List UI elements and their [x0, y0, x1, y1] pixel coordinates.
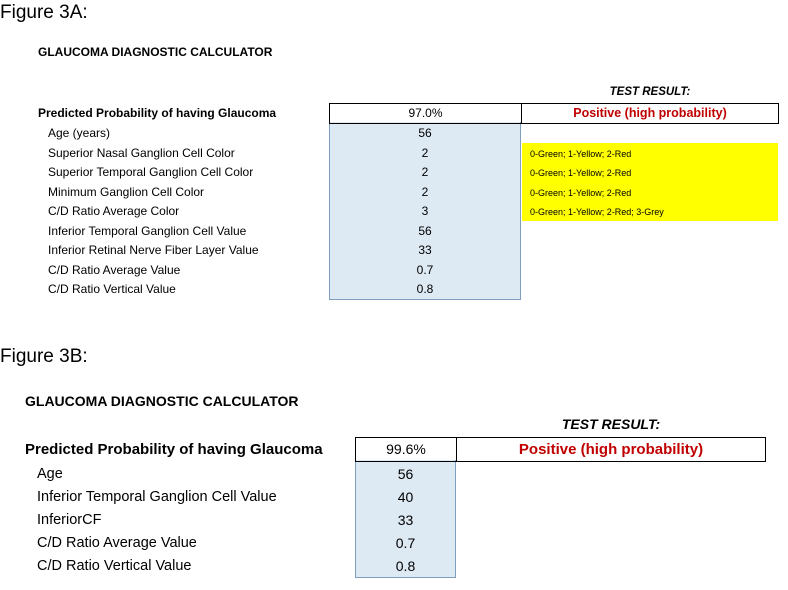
figure-3a-result-value: Positive (high probability) [573, 106, 727, 120]
figure-3a-prediction-label: Predicted Probability of having Glaucoma [38, 106, 277, 120]
figure-3a-result-box [521, 103, 779, 124]
figure-3b-row-value[interactable]: 33 [397, 512, 414, 528]
figure-3b-row-value[interactable]: 0.7 [395, 535, 416, 551]
figure-3a-row-value[interactable]: 2 [421, 185, 429, 199]
figure-3a-row-hint: 0-Green; 1-Yellow; 2-Red [530, 149, 632, 159]
figure-3a-row-label: Inferior Temporal Ganglion Cell Value [48, 224, 247, 238]
figure-3a-row-value[interactable]: 0.7 [416, 263, 434, 277]
figure-3a-row-value[interactable]: 0.8 [416, 282, 434, 296]
figure-3a-row-value[interactable]: 33 [418, 243, 432, 257]
figure-3b-row-label: Inferior Temporal Ganglion Cell Value [37, 489, 277, 505]
figure-3b-row-value[interactable]: 40 [397, 489, 414, 505]
figure-3a-row-label: C/D Ratio Average Color [48, 204, 180, 218]
figure-3a-probability-value: 97.0% [408, 106, 443, 120]
figure-3b-row-label: C/D Ratio Average Value [37, 535, 197, 551]
figure-3b-calculator-title: GLAUCOMA DIAGNOSTIC CALCULATOR [25, 393, 299, 409]
figure-3b-probability-value: 99.6% [386, 441, 426, 457]
figure-3a-row-label: Minimum Ganglion Cell Color [48, 185, 205, 199]
figure-3a-row-label: Age (years) [48, 126, 111, 140]
figure-3b-result-value: Positive (high probability) [518, 441, 704, 458]
figure-3a-row-value[interactable]: 2 [421, 146, 429, 160]
figure-3b-row-label: Age [37, 466, 63, 482]
figure-3a-row-label: Superior Temporal Ganglion Cell Color [48, 165, 254, 179]
figure-3a-row-value[interactable]: 56 [418, 126, 432, 140]
figure-3b-row-label: InferiorCF [37, 512, 102, 528]
figure-3b-test-result-header: TEST RESULT: [561, 416, 661, 432]
figure-3a-row-value[interactable]: 56 [418, 224, 432, 238]
figure-3b-result-box [456, 437, 766, 462]
figure-3b-probability-box [355, 437, 457, 462]
figure-3a-label: Figure 3A: [0, 2, 88, 23]
figure-3a-row-value[interactable]: 2 [421, 165, 429, 179]
figure-3b-label: Figure 3B: [0, 346, 88, 367]
figure-3b-row-value[interactable]: 56 [397, 466, 414, 482]
figure-3a-row-hint: 0-Green; 1-Yellow; 2-Red; 3-Grey [530, 207, 664, 217]
figure-3a-test-result-header: TEST RESULT: [609, 86, 691, 98]
figure-3a-row-label: C/D Ratio Vertical Value [48, 282, 176, 296]
figure-3a-row-value[interactable]: 3 [421, 204, 429, 218]
figure-3a-row-label: C/D Ratio Average Value [48, 263, 181, 277]
figure-3a-calculator-title: GLAUCOMA DIAGNOSTIC CALCULATOR [38, 45, 273, 59]
figure-3b-row-value[interactable]: 0.8 [395, 558, 416, 574]
figure-3a-row-hint: 0-Green; 1-Yellow; 2-Red [530, 168, 632, 178]
figure-3b-prediction-label: Predicted Probability of having Glaucoma [25, 441, 323, 458]
figure-3a-probability-box [329, 103, 522, 124]
figure-3a-row-hint: 0-Green; 1-Yellow; 2-Red [530, 188, 632, 198]
figure-3b-row-label: C/D Ratio Vertical Value [37, 558, 192, 574]
figure-3a-row-label: Superior Nasal Ganglion Cell Color [48, 146, 235, 160]
figure-3a-row-label: Inferior Retinal Nerve Fiber Layer Value [48, 243, 259, 257]
